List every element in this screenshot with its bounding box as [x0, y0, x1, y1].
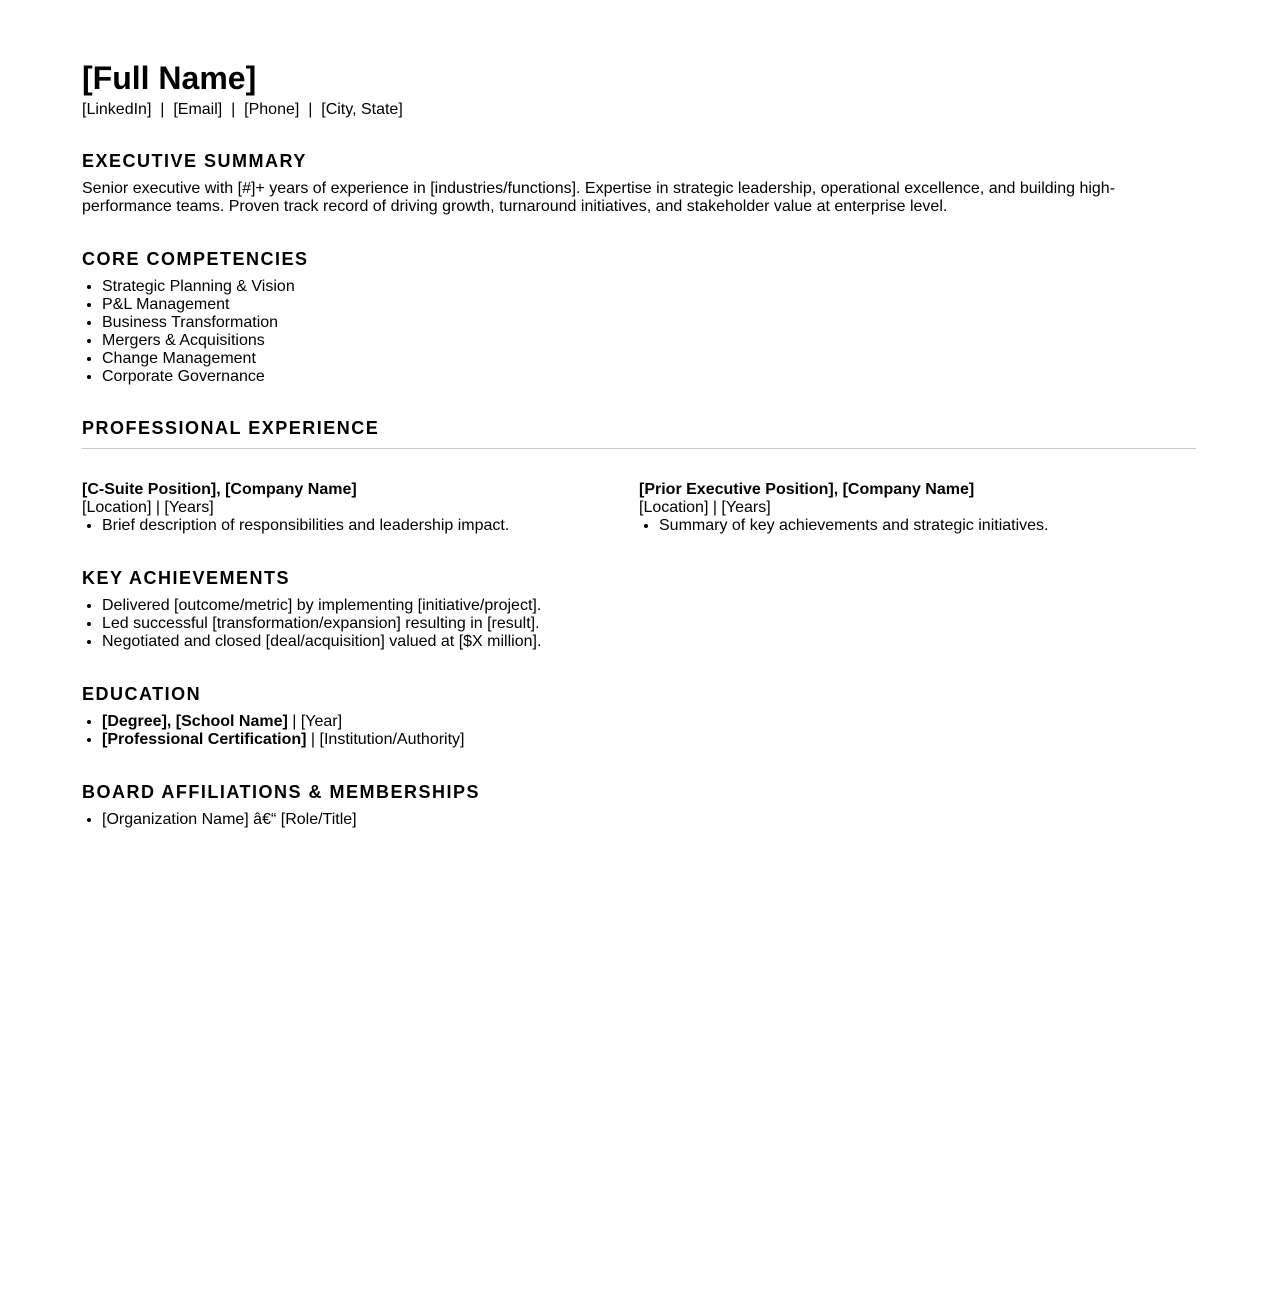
list-item: • Negotiated and closed [deal/acquisition] valued at [$X million].	[102, 633, 1196, 651]
section-title-professional-experience: PROFESSIONAL EXPERIENCE	[82, 418, 380, 438]
list-item: • Brief description of responsibilities and leadership impact.	[102, 517, 639, 535]
list-item: • Delivered [outcome/metric] by implementing [initiative/project].	[102, 597, 1196, 615]
jobs-grid	[82, 481, 1196, 535]
education-detail: | [Institution/Authority]	[306, 731, 465, 748]
job-bullets	[82, 517, 639, 535]
list-item: • Summary of key achievements and strategic initiatives.	[659, 517, 1196, 535]
list-item: • Strategic Planning & Vision	[102, 278, 1196, 296]
executive-summary-text: Senior executive with [#]+ years of experience in [industries/functions]. Expertise in strategic leadership, operational excellence, and building high-performance teams. Proven track record of driving growth, turnaround initiatives, and stakeholder value at enterprise level.	[82, 180, 1116, 215]
education-section	[82, 684, 1196, 749]
list-item: • Business Transformation	[102, 314, 1196, 332]
job-entry	[639, 481, 1196, 535]
resume-page	[82, 0, 1196, 829]
contact-line: [LinkedIn] | [Email] | [Phone] | [City, State]	[82, 101, 403, 118]
list-item: • Change Management	[102, 350, 1196, 368]
section-title-core-competencies: CORE COMPETENCIES	[82, 249, 309, 269]
job-bullets	[639, 517, 1196, 535]
professional-experience-section	[82, 418, 1196, 535]
job-title: [Prior Executive Position], [Company Name]	[639, 481, 975, 498]
list-item: • Corporate Governance	[102, 368, 1196, 386]
section-title-executive-summary: EXECUTIVE SUMMARY	[82, 151, 307, 171]
education-detail: | [Year]	[287, 713, 343, 730]
job-entry	[82, 481, 639, 535]
section-divider	[82, 448, 1196, 449]
section-title-education: EDUCATION	[82, 684, 202, 704]
list-item: • Mergers & Acquisitions	[102, 332, 1196, 350]
education-degree: [Degree], [School Name]	[102, 713, 288, 730]
full-name: [Full Name]	[82, 60, 257, 96]
achievements-list	[82, 597, 1196, 651]
list-item	[102, 713, 1196, 731]
board-list	[82, 811, 1196, 829]
list-item	[102, 731, 1196, 749]
job-meta: [Location] | [Years]	[82, 499, 214, 516]
key-achievements-section	[82, 568, 1196, 651]
education-list	[82, 713, 1196, 749]
list-item: • Led successful [transformation/expansion] resulting in [result].	[102, 615, 1196, 633]
section-title-board-affiliations: BOARD AFFILIATIONS & MEMBERSHIPS	[82, 782, 480, 802]
education-certification: [Professional Certification]	[102, 731, 307, 748]
job-meta: [Location] | [Years]	[639, 499, 771, 516]
core-competencies-section	[82, 249, 1196, 386]
list-item: • P&L Management	[102, 296, 1196, 314]
section-title-key-achievements: KEY ACHIEVEMENTS	[82, 568, 291, 588]
competencies-list	[82, 278, 1196, 386]
list-item: • [Organization Name] â€“ [Role/Title]	[102, 811, 1196, 829]
board-affiliations-section	[82, 782, 1196, 829]
executive-summary-section	[82, 151, 1196, 216]
job-title: [C-Suite Position], [Company Name]	[82, 481, 357, 498]
